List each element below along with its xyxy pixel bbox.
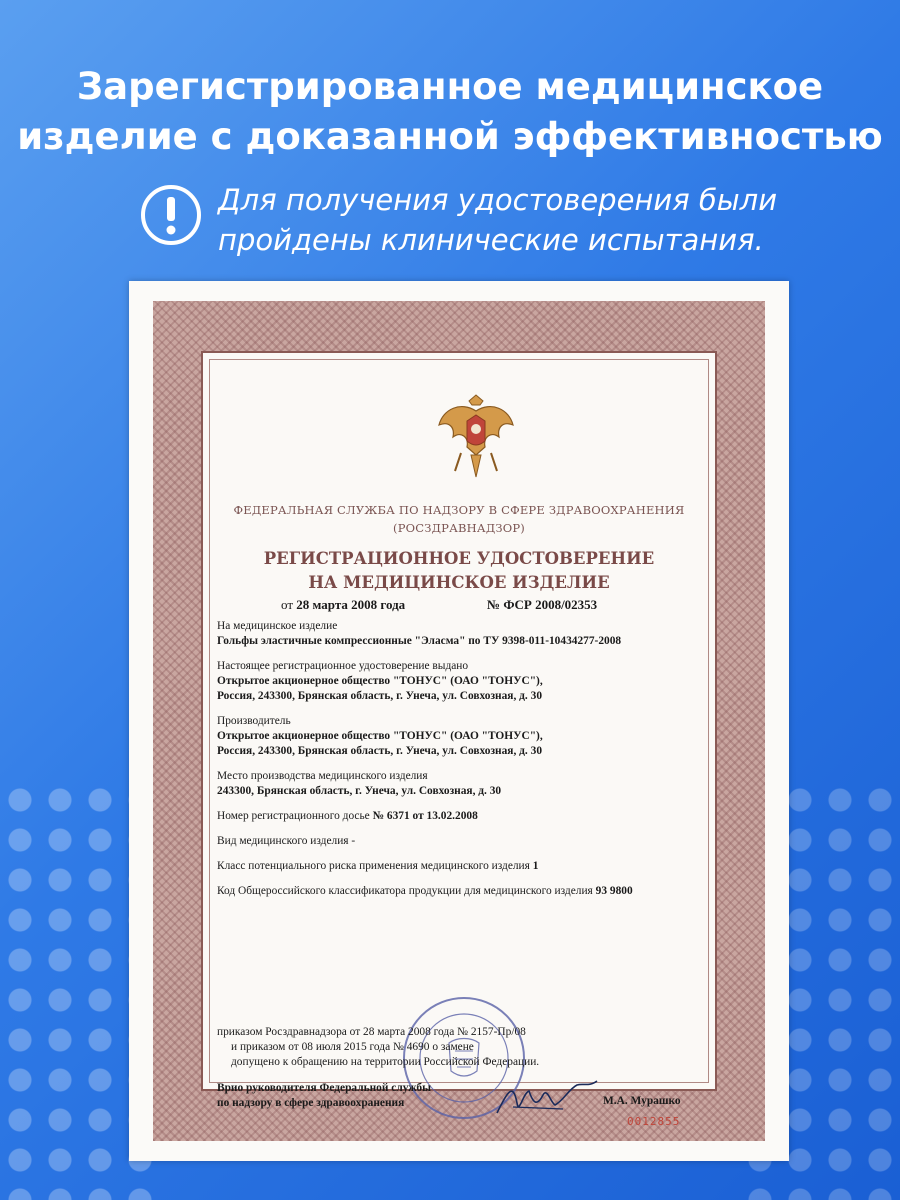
order-line-3: допущено к обращению на территории Российской Федерации. <box>231 1056 540 1068</box>
date-value: 28 марта 2008 года <box>296 597 406 612</box>
certificate-date <box>281 597 405 613</box>
certificate-number <box>487 597 597 613</box>
date-prefix: от <box>281 597 294 612</box>
maker-value-2: Россия, 243300, Брянская область, г. Унеча, ул. Совхозная, д. 30 <box>217 745 543 757</box>
order-text <box>217 1025 705 1070</box>
signer-title <box>217 1081 431 1111</box>
certificate-image <box>129 281 789 1161</box>
certificate-body <box>201 351 717 1128</box>
order-line-1: приказом Росздравнадзора от 28 марта 2008 года № 2157-Пр/08 <box>217 1026 526 1038</box>
dossier-line <box>217 809 705 824</box>
maker-value-1: Открытое акционерное общество "ТОНУС" (ОАО "ТОНУС"), <box>217 730 543 742</box>
product-label: На медицинское изделие <box>217 620 338 632</box>
okp-value: 93 9800 <box>595 885 633 897</box>
headline <box>0 62 900 162</box>
issued-value-1: Открытое акционерное общество "ТОНУС" (ОАО "ТОНУС"), <box>217 675 543 687</box>
notice-line-1: Для получения удостоверения были <box>218 183 778 217</box>
headline-line-2: изделие с доказанной эффективностью <box>17 115 883 158</box>
dossier-value: № 6371 от 13.02.2008 <box>372 810 478 822</box>
product-value: Гольфы эластичные компрессионные "Эласма" по ТУ 9398-011-10434277-2008 <box>217 635 622 647</box>
risk-value: 1 <box>532 860 539 872</box>
order-line-2: и приказом от 08 июля 2015 года № 4690 о замене <box>231 1041 474 1053</box>
handwritten-signature <box>493 1073 603 1123</box>
certificate-title-line-1: РЕГИСТРАЦИОННОЕ УДОСТОВЕРЕНИЕ <box>263 549 655 568</box>
notice-text <box>218 180 777 260</box>
maker-label: Производитель <box>217 715 291 727</box>
okp-line <box>217 884 705 899</box>
notice <box>138 180 777 260</box>
serial-number: 0012855 <box>627 1115 681 1128</box>
exclamation-circle-icon <box>138 182 204 248</box>
risk-line <box>217 859 705 874</box>
coat-of-arms-emblem <box>431 391 521 491</box>
number-prefix: № <box>487 597 501 612</box>
certificate-ornamental-border <box>153 301 765 1141</box>
issued-value-2: Россия, 243300, Брянская область, г. Унеча, ул. Совхозная, д. 30 <box>217 690 543 702</box>
issued-label: Настоящее регистрационное удостоверение выдано <box>217 660 469 672</box>
kind-label: Вид медицинского изделия - <box>217 835 356 847</box>
okp-label: Код Общероссийского классификатора продукции для медицинского изделия <box>217 885 593 897</box>
certificate-details <box>217 619 705 899</box>
signer-title-line-2: по надзору в сфере здравоохранения <box>217 1097 405 1109</box>
notice-line-2: пройдены клинические испытания. <box>218 223 764 257</box>
dossier-label: Номер регистрационного досье <box>217 810 370 822</box>
signer-title-line-1: Врио руководителя Федеральной службы <box>217 1082 431 1094</box>
agency-name: ФЕДЕРАЛЬНАЯ СЛУЖБА ПО НАДЗОРУ В СФЕРЕ ЗДРАВООХРАНЕНИЯ <box>233 503 685 517</box>
site-value: 243300, Брянская область, г. Унеча, ул. Совхозная, д. 30 <box>217 785 502 797</box>
headline-line-1: Зарегистрированное медицинское <box>76 65 824 108</box>
number-value: ФСР 2008/02353 <box>503 597 598 612</box>
certificate-title-line-2: НА МЕДИЦИНСКОЕ ИЗДЕЛИЕ <box>308 573 610 592</box>
agency-short-name: (РОСЗДРАВНАДЗОР) <box>393 521 525 535</box>
risk-label: Класс потенциального риска применения медицинского изделия <box>217 860 530 872</box>
site-label: Место производства медицинского изделия <box>217 770 428 782</box>
signer-name: М.А. Мурашко <box>603 1095 681 1107</box>
